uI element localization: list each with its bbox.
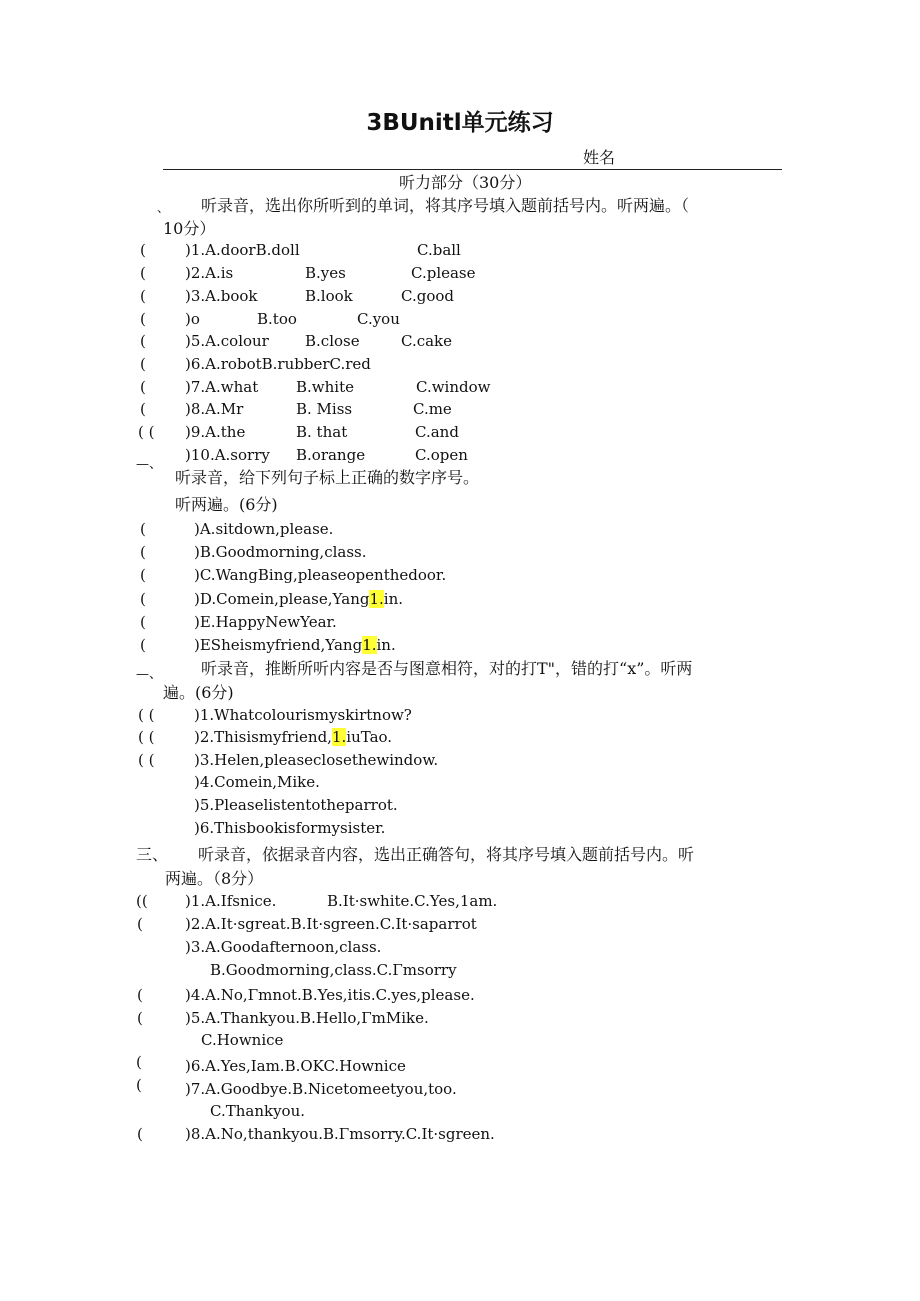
answer-bracket: ( (140, 332, 146, 350)
question-text: )6.A.Yes,Iam.B.OKC.Hownice (185, 1057, 406, 1075)
s4-instruction-b: 两遍。（8分） (165, 869, 264, 888)
answer-bracket: ( (137, 1125, 143, 1143)
answer-bracket: (( (136, 892, 148, 910)
question-text: )8.A.Mr (185, 400, 244, 418)
question-text: )9.A.the (185, 423, 246, 441)
option-b: B.white (296, 378, 354, 396)
question-text: )8.A.No,thankyou.B.Γmsorry.C.It·sgreen. (185, 1125, 495, 1143)
option-c: C.ball (417, 241, 461, 259)
answer-bracket: ( (140, 613, 146, 631)
option-c: C.me (413, 400, 452, 418)
option-c: C.cake (401, 332, 453, 350)
s4-prefix: 三、 (136, 845, 169, 864)
s2-instruction-a: 听录音，给下列句子标上正确的数字序号。 (175, 468, 480, 487)
question-continuation: C.Hownice (201, 1031, 284, 1049)
option-b: B. that (296, 423, 348, 441)
question-text: )6.A.robotB.rubberC.red (185, 355, 371, 373)
name-label: 姓名 (583, 148, 616, 167)
question-text: )7.A.what (185, 378, 259, 396)
option-c: C.you (357, 310, 400, 328)
answer-bracket: ( (140, 520, 146, 538)
option-c: C.please (411, 264, 476, 282)
option-b: B.close (305, 332, 360, 350)
sentence-start: )ESheismyfriend,Yang (194, 636, 363, 654)
s2-instruction-b: 听两遍。(6分) (175, 495, 278, 514)
sentence-end: in. (383, 590, 403, 608)
sentence-text (194, 589, 403, 609)
question-text: )o (185, 310, 200, 328)
answer-bracket: ( (140, 310, 146, 328)
page-title: 3BUnitl单元练习 (366, 110, 554, 136)
answer-bracket: ( (140, 355, 146, 373)
s2-prefix: —、 (136, 457, 163, 472)
s3-prefix: —、 (136, 667, 163, 682)
answer-bracket: ( (140, 241, 146, 259)
option-c: C.open (415, 446, 468, 464)
sentence-text: )5.Pleaselistentotheparrot. (194, 796, 398, 814)
option-c: C.window (416, 378, 491, 396)
question-text: )3.A.Goodafternoon,class. (185, 938, 382, 956)
sentence-text: )6.Thisbookisformysister. (194, 819, 386, 837)
sentence-start: )2.Thisismyfriend, (194, 728, 332, 746)
section-subtitle: 听力部分（30分） (399, 173, 532, 192)
answer-bracket: ( (137, 1009, 143, 1027)
answer-bracket: ( ( (138, 706, 155, 724)
sentence-text: )4.Comein,Mike. (194, 773, 320, 791)
question-options: B.It·swhite.C.Yes,1am. (327, 892, 498, 910)
question-text: )2.A.is (185, 264, 234, 282)
question-text: )7.A.Goodbye.B.Nicetomeetyou,too. (185, 1080, 457, 1098)
answer-bracket: ( ( (138, 423, 155, 441)
option-c: C.and (415, 423, 459, 441)
option-b: B.yes (305, 264, 346, 282)
question-text: )5.A.Thankyou.B.Hello,ΓmMike. (185, 1009, 429, 1027)
answer-bracket: ( (140, 264, 146, 282)
answer-bracket: ( ( (138, 728, 155, 746)
option-b: B. Miss (296, 400, 353, 418)
sentence-end: iuTao. (346, 728, 393, 746)
question-text: )3.A.book (185, 287, 258, 305)
highlight-mark: 1. (331, 728, 347, 746)
answer-bracket: ( (140, 400, 146, 418)
sentence-text: )E.HappyNewYear. (194, 613, 337, 631)
answer-bracket: ( (136, 1076, 142, 1094)
answer-bracket: ( (140, 378, 146, 396)
sentence-end: in. (376, 636, 396, 654)
question-text: )1.A.doorB.doll (185, 241, 300, 259)
sentence-text: )1.Whatcolourismyskirtnow? (194, 706, 412, 724)
question-text: )10.A.sorry (185, 446, 270, 464)
sentence-text: )A.sitdown,please. (194, 520, 334, 538)
highlight-mark: 1. (369, 590, 384, 608)
answer-bracket: ( (140, 543, 146, 561)
sentence-text (194, 635, 396, 655)
answer-bracket: ( (137, 986, 143, 1004)
question-continuation: B.Goodmorning,class.C.Γmsorry (210, 961, 457, 979)
s1-prefix: 、 (157, 201, 170, 215)
answer-bracket: ( (140, 590, 146, 608)
option-b: B.orange (296, 446, 366, 464)
s1-instruction-a: 听录音，选出你所听到的单词，将其序号填入题前括号内。听两遍。（ (201, 196, 690, 215)
sentence-text (194, 727, 392, 747)
question-text: )5.A.colour (185, 332, 269, 350)
option-b: B.too (257, 310, 297, 328)
question-text: )1.A.Ifsnice. (185, 892, 277, 910)
question-continuation: C.Thankyou. (210, 1102, 306, 1120)
answer-bracket: ( ( (138, 751, 155, 769)
answer-bracket: ( (137, 915, 143, 933)
sentence-text: )3.Helen,pleaseclosethewindow. (194, 751, 439, 769)
s3-instruction-a: 听录音，推断所听内容是否与图意相符，对的打T"，错的打“x”。听两 (201, 659, 693, 678)
question-text: )4.A.No,Γmnot.B.Yes,itis.C.yes,please. (185, 986, 475, 1004)
option-c: C.good (401, 287, 454, 305)
name-underline (163, 169, 782, 170)
question-text: )2.A.It·sgreat.B.It·sgreen.C.It·saparrot (185, 915, 477, 933)
answer-bracket: ( (140, 636, 146, 654)
option-b: B.look (305, 287, 353, 305)
sentence-text: )B.Goodmorning,class. (194, 543, 367, 561)
answer-bracket: ( (136, 1053, 142, 1071)
sentence-start: )D.Comein,please,Yang (194, 590, 370, 608)
s1-instruction-b: 10分） (163, 219, 216, 238)
sentence-text: )C.WangBing,pleaseopenthedoor. (194, 566, 447, 584)
s3-instruction-b: 遍。(6分) (163, 683, 234, 702)
answer-bracket: ( (140, 287, 146, 305)
highlight-mark: 1. (362, 636, 377, 654)
answer-bracket: ( (140, 566, 146, 584)
s4-instruction-a: 听录音，依据录音内容，选出正确答句，将其序号填入题前括号内。听 (198, 845, 695, 864)
